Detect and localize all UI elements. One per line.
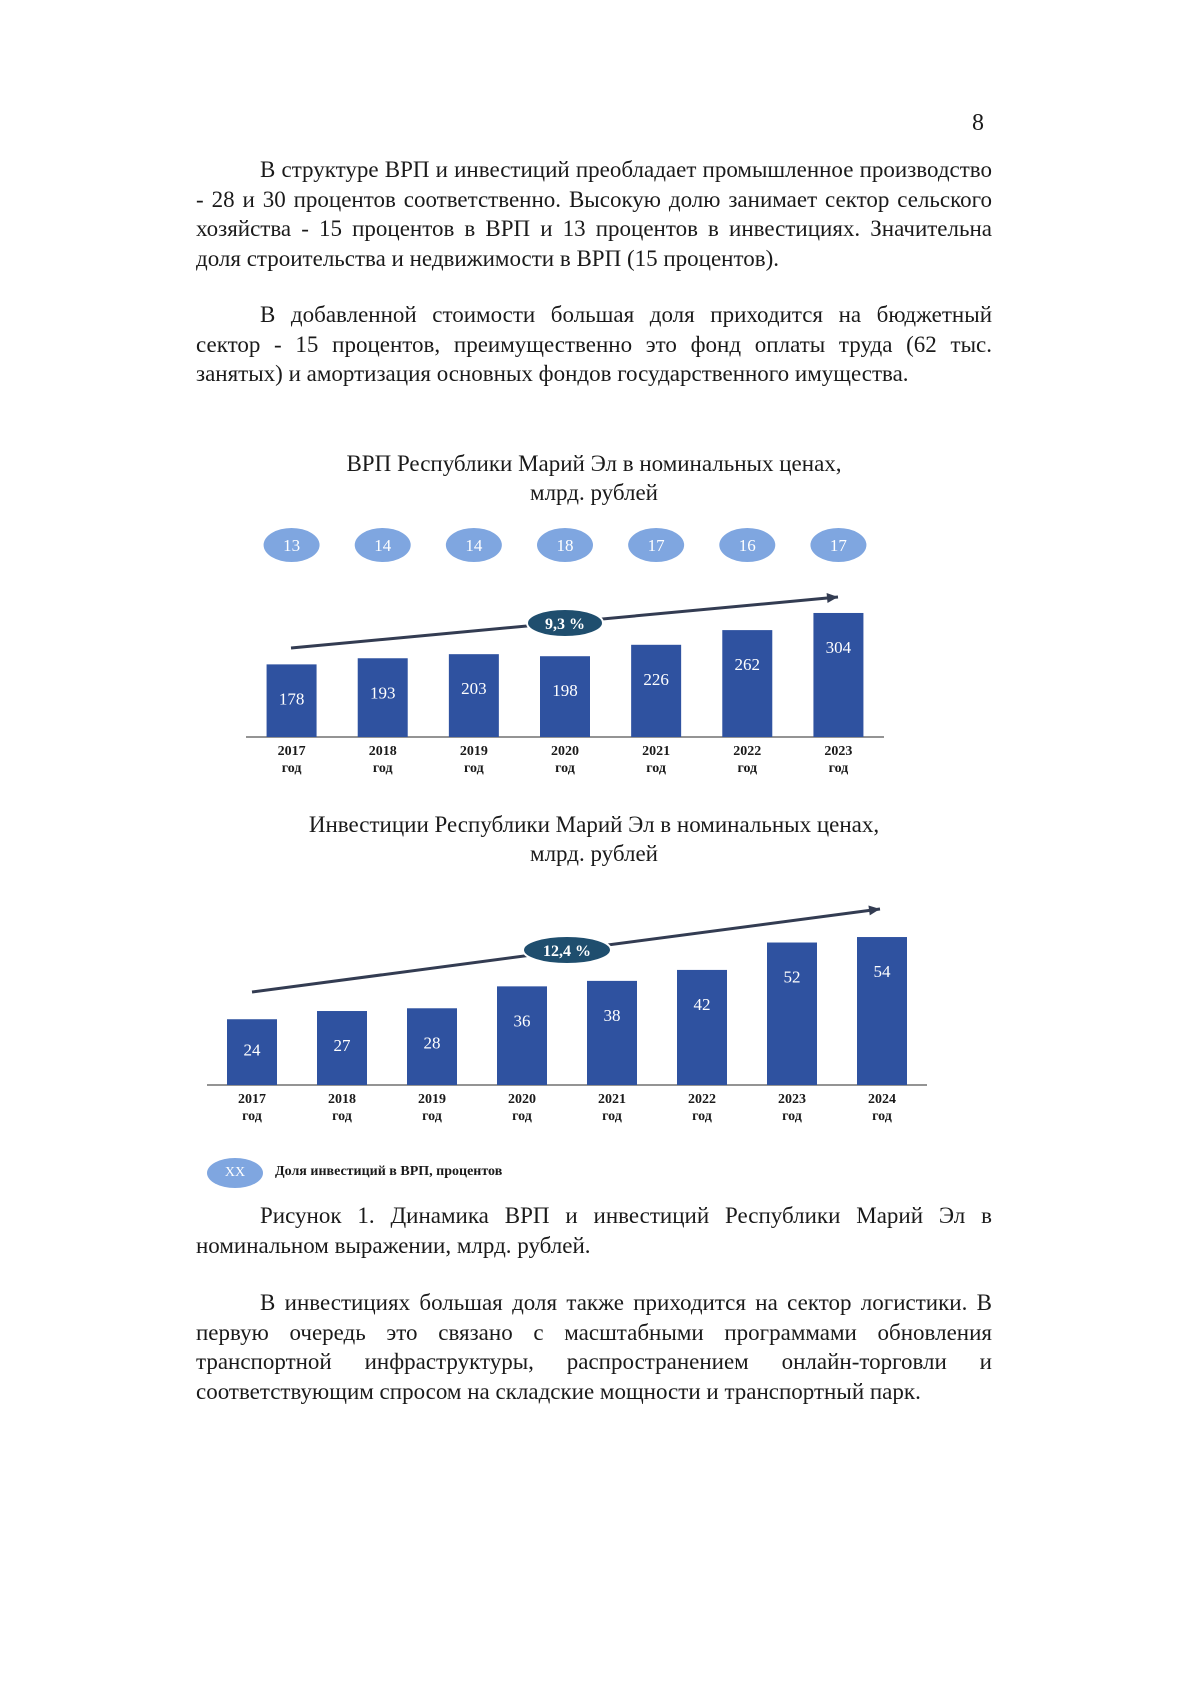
x-tick-label-unit: год	[332, 1109, 352, 1124]
paragraph-logistics: В инвестициях большая доля также приходится на сектор логистики. В первую очередь это связано с масштабными программами обновления транспортной инфраструктуры, распространением онлайн-торговли и соответствующим спросом на складские мощности и транспортный парк.	[196, 1290, 992, 1404]
x-tick-label-unit: год	[692, 1109, 712, 1124]
bar-value-label: 178	[278, 689, 305, 709]
x-tick-label: 2021	[642, 744, 671, 759]
x-tick-label-unit: год	[555, 761, 575, 776]
bar-value-label: 24	[243, 1040, 261, 1060]
bar	[722, 630, 772, 737]
investment-share-value: 13	[283, 536, 301, 555]
investment-share-value: 14	[465, 536, 483, 555]
bar	[631, 645, 681, 737]
investment-chart	[207, 905, 927, 1124]
x-tick-label-unit: год	[422, 1109, 442, 1124]
x-tick-label: 2023	[778, 1092, 806, 1107]
bar-value-label: 304	[825, 637, 852, 657]
bar	[813, 613, 863, 737]
x-tick-label: 2021	[598, 1092, 626, 1107]
bar-value-label: 27	[333, 1036, 351, 1056]
legend-share-badge: XX	[207, 1158, 263, 1188]
bar-value-label: 36	[513, 1011, 531, 1031]
figure-caption: Рисунок 1. Динамика ВРП и инвестиций Республики Марий Эл в номинальном выражении, млрд. рублей.	[196, 1203, 992, 1258]
x-tick-label: 2018	[328, 1092, 356, 1107]
x-tick-label: 2019	[418, 1092, 446, 1107]
investment-share-value: 17	[647, 536, 665, 555]
x-tick-label-unit: год	[782, 1109, 802, 1124]
bar-value-label: 262	[734, 655, 761, 675]
x-tick-label: 2017	[238, 1092, 266, 1107]
investment-share-value: 14	[374, 536, 392, 555]
bar	[587, 981, 637, 1085]
x-tick-label-unit: год	[464, 761, 484, 776]
investment-share-value: 16	[738, 536, 756, 555]
x-tick-label-unit: год	[512, 1109, 532, 1124]
x-tick-label-unit: год	[872, 1109, 892, 1124]
bar-value-label: 193	[369, 683, 396, 703]
x-tick-label: 2022	[733, 744, 762, 759]
page-number: 8	[972, 110, 984, 136]
bar	[677, 970, 727, 1085]
x-tick-label: 2023	[824, 744, 853, 759]
bar-value-label: 226	[643, 669, 669, 689]
x-tick-label-unit: год	[646, 761, 666, 776]
bar-value-label: 54	[873, 962, 891, 982]
x-tick-label: 2022	[688, 1092, 716, 1107]
paragraph-structure: В структуре ВРП и инвестиций преобладает промышленное производство - 28 и 30 процентов соответственно. Высокую долю занимает сектор сельского хозяйства - 15 процентов в ВРП и 13 процентов в инвестициях. Значительна доля строительства и недвижимости в ВРП (15 процентов).	[196, 157, 992, 271]
x-tick-label: 2018	[368, 744, 397, 759]
investment-share-value: 18	[556, 536, 574, 555]
growth-rate-label: 12,4 %	[543, 943, 591, 960]
bar-value-label: 52	[783, 967, 801, 987]
bar-value-label: 28	[423, 1033, 441, 1053]
bar-value-label: 38	[603, 1005, 621, 1025]
grp-chart-title: ВРП Республики Марий Эл в номинальных ценах, млрд. рублей	[346, 451, 842, 505]
x-tick-label: 2017	[277, 744, 306, 759]
x-tick-label-unit: год	[281, 761, 302, 776]
bar-value-label: 203	[461, 679, 487, 699]
grp-chart	[246, 528, 884, 776]
bar	[857, 937, 907, 1085]
x-tick-label: 2024	[868, 1092, 896, 1107]
bar-value-label: 198	[552, 681, 578, 701]
x-tick-label-unit: год	[737, 761, 758, 776]
x-tick-label-unit: год	[372, 761, 393, 776]
paragraph-added-value: В добавленной стоимости большая доля приходится на бюджетный сектор - 15 процентов, преимущественно это фонд оплаты труда (62 тыс. занятых) и амортизация основных фондов государственного имущества.	[196, 302, 992, 386]
bar	[497, 986, 547, 1085]
x-tick-label: 2019	[459, 744, 488, 759]
x-tick-label-unit: год	[828, 761, 849, 776]
bar	[767, 943, 817, 1085]
x-tick-label-unit: год	[242, 1109, 262, 1124]
x-tick-label: 2020	[508, 1092, 536, 1107]
legend-share-text: Доля инвестиций в ВРП, процентов	[275, 1164, 503, 1179]
investment-share-value: 17	[829, 536, 847, 555]
growth-rate-label: 9,3 %	[545, 616, 585, 633]
investment-chart-title: Инвестиции Республики Марий Эл в номинальных ценах, млрд. рублей	[308, 812, 880, 866]
x-tick-label: 2020	[551, 744, 579, 759]
x-tick-label-unit: год	[602, 1109, 622, 1124]
bar-value-label: 42	[693, 994, 711, 1014]
